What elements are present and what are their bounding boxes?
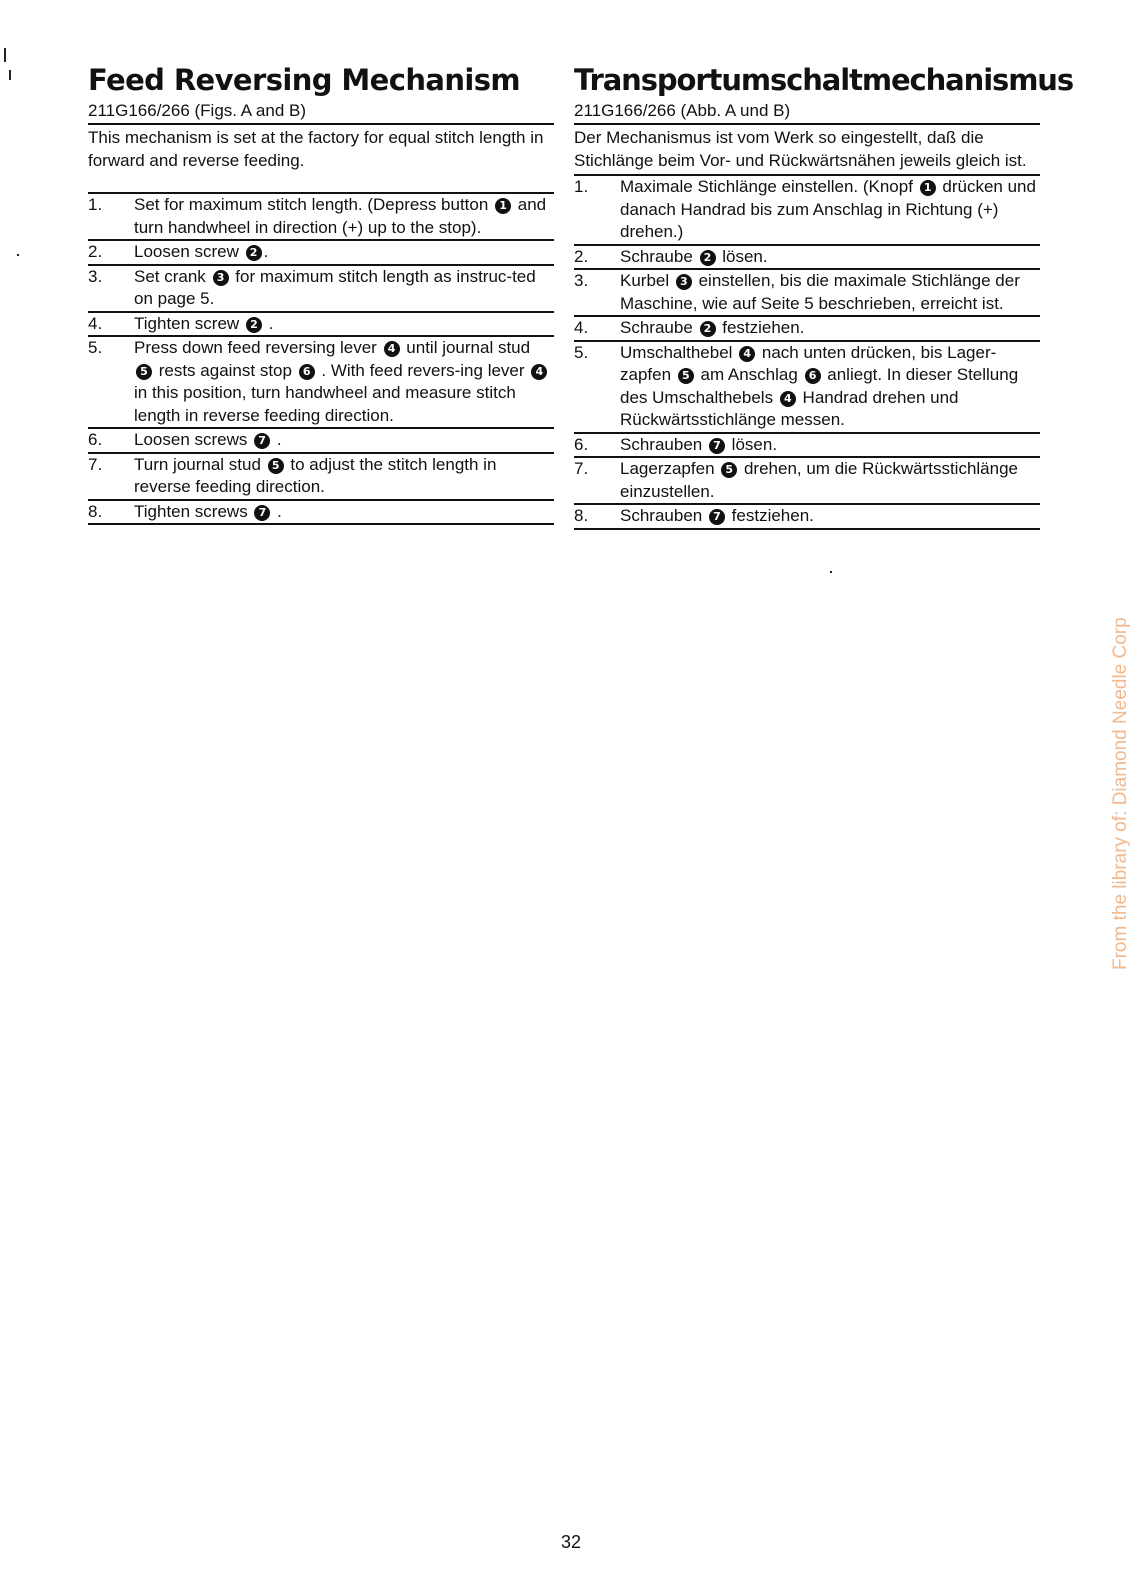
step-item (574, 434, 1040, 459)
step-text-part: Maximale Stichlänge einstellen. (Knopf (620, 177, 918, 196)
step-text (134, 194, 554, 239)
step-text (620, 176, 1040, 244)
step-item (574, 458, 1040, 505)
step-text (620, 342, 1040, 432)
step-text-part: Set crank (134, 266, 211, 286)
step-text (620, 317, 1040, 340)
step-text (134, 313, 554, 336)
step-number: 6. (88, 430, 103, 449)
step-text (620, 434, 1040, 457)
english-column (88, 60, 554, 525)
german-title: Transportumschaltmechanismus (574, 63, 1074, 97)
step-text-part: . (263, 313, 274, 333)
step-item (88, 454, 554, 501)
step-text-part: Tighten screws (134, 501, 253, 521)
callout-number-icon: 4 (384, 341, 400, 357)
step-item (88, 266, 554, 313)
step-text-part: Schrauben (620, 434, 707, 454)
step-text-part: lösen. (726, 434, 778, 454)
step-text-part: lösen. (717, 246, 768, 266)
step-text-part: . (272, 501, 282, 521)
scan-speck (9, 70, 11, 80)
step-text-part: Schraube (620, 318, 698, 337)
step-text-part: einstellen, bis die maximale Stichlänge der Maschine, wie auf Seite 5 beschrieben, erreicht ist. (620, 271, 1020, 313)
scan-speck (830, 571, 832, 573)
step-item (88, 501, 554, 526)
step-number: 1. (574, 177, 589, 196)
step-text-part: drehen, um die Rückwärtsstichlänge einzustellen. (620, 459, 1018, 501)
step-text-part: until journal stud (401, 338, 531, 357)
step-text (134, 429, 554, 452)
german-intro: Der Mechanismus ist vom Werk so eingestellt, daß die Stichlänge beim Vor- und Rückwärtsnähen jeweils gleich ist. (574, 128, 1027, 170)
callout-number-icon: 2 (246, 245, 262, 261)
step-text-part: in this position, turn handwheel and measure stitch length in reverse feeding direction. (134, 383, 516, 425)
step-text-part: . (272, 430, 282, 449)
step-text (134, 241, 554, 264)
callout-number-icon: 7 (254, 433, 270, 449)
step-number: 3. (88, 266, 103, 286)
step-text-part: Loosen screw (134, 242, 244, 261)
callout-number-icon: 5 (721, 462, 737, 478)
english-title: Feed Reversing Mechanism (88, 63, 520, 97)
step-text-part: festziehen. (726, 506, 814, 525)
callout-number-icon: 4 (739, 346, 755, 362)
step-item (574, 342, 1040, 434)
step-number: 6. (574, 434, 589, 454)
step-text-part: Press down feed reversing lever (134, 338, 382, 357)
german-subtitle: 211G166/266 (Abb. A und B) (574, 100, 1040, 125)
german-steps-list (574, 174, 1040, 530)
step-text-part: Schrauben (620, 506, 707, 525)
step-text (620, 246, 1040, 269)
step-item (574, 505, 1040, 530)
step-number: 3. (574, 271, 589, 290)
callout-number-icon: 6 (805, 368, 821, 384)
step-number: 4. (574, 318, 589, 337)
step-item (574, 176, 1040, 246)
callout-number-icon: 1 (920, 180, 936, 196)
step-number: 5. (88, 338, 103, 357)
step-text-part: anliegt. In dieser Stellung des Umschalthebels (620, 365, 1019, 407)
step-text-part: . With feed revers-ing lever (316, 360, 530, 380)
step-text (134, 501, 554, 524)
step-item (88, 429, 554, 454)
step-text-part: . (263, 242, 269, 261)
callout-number-icon: 7 (709, 438, 725, 454)
step-item (88, 313, 554, 338)
step-text-part: Set for maximum stitch length. (Depress button (134, 195, 494, 214)
step-text-part: rests against stop (154, 360, 297, 380)
scan-speck (17, 254, 19, 256)
callout-number-icon: 7 (254, 505, 270, 521)
step-text-part: Lagerzapfen (620, 459, 720, 478)
step-number: 2. (88, 242, 103, 261)
step-number: 7. (88, 454, 103, 474)
english-intro: This mechanism is set at the factory for equal stitch length in forward and reverse feeding. (88, 128, 544, 170)
step-item (574, 246, 1040, 271)
step-text-part: Umschalthebel (620, 342, 738, 362)
english-subtitle: 211G166/266 (Figs. A and B) (88, 100, 554, 125)
step-text (620, 270, 1040, 315)
step-text (134, 337, 554, 427)
step-text (620, 458, 1040, 503)
step-text-part: nach unten drücken, bis Lager-zapfen (620, 342, 997, 384)
step-text-part: for maximum stitch length as instruc-ted on page 5. (134, 266, 536, 308)
callout-number-icon: 7 (709, 509, 725, 525)
callout-number-icon: 5 (678, 368, 694, 384)
page-number: 32 (560, 1532, 582, 1552)
step-number: 8. (574, 506, 589, 525)
callout-number-icon: 5 (268, 458, 284, 474)
step-text-part: drücken und danach Handrad bis zum Anschlag in Richtung (+) drehen.) (620, 177, 1036, 241)
step-text-part: Tighten screw (134, 313, 244, 333)
step-text-part: Schraube (620, 246, 698, 266)
callout-number-icon: 3 (213, 270, 229, 286)
step-number: 1. (88, 195, 103, 214)
callout-number-icon: 4 (531, 364, 547, 380)
callout-number-icon: 5 (136, 364, 152, 380)
callout-number-icon: 2 (700, 321, 716, 337)
step-text-part: Handrad drehen und Rückwärtsstichlänge messen. (620, 387, 959, 429)
step-item (88, 337, 554, 429)
library-watermark: From the library of: Diamond Needle Corp (1110, 617, 1131, 970)
step-number: 5. (574, 342, 589, 362)
callout-number-icon: 4 (780, 391, 796, 407)
step-text (134, 454, 554, 499)
step-number: 7. (574, 459, 589, 478)
callout-number-icon: 2 (246, 317, 262, 333)
step-text-part: Loosen screws (134, 430, 253, 449)
step-number: 4. (88, 313, 103, 333)
step-text-part: and turn handwheel in direction (+) up to the stop). (134, 195, 547, 237)
step-item (574, 317, 1040, 342)
step-number: 8. (88, 501, 103, 521)
step-number: 2. (574, 246, 589, 266)
step-item (88, 241, 554, 266)
step-text-part: am Anschlag (695, 365, 803, 384)
step-text (620, 505, 1040, 528)
step-text-part: Kurbel (620, 271, 674, 290)
step-item (88, 194, 554, 241)
scan-speck (4, 48, 6, 62)
step-item (574, 270, 1040, 317)
callout-number-icon: 1 (495, 198, 511, 214)
step-text-part: Turn journal stud (134, 454, 266, 474)
callout-number-icon: 6 (299, 364, 315, 380)
step-text-part: festziehen. (717, 318, 805, 337)
english-steps-list (88, 192, 554, 525)
callout-number-icon: 3 (676, 274, 692, 290)
german-column (574, 60, 1074, 530)
step-text-part: to adjust the stitch length in reverse feeding direction. (134, 454, 497, 496)
callout-number-icon: 2 (700, 250, 716, 266)
step-text (134, 266, 554, 311)
